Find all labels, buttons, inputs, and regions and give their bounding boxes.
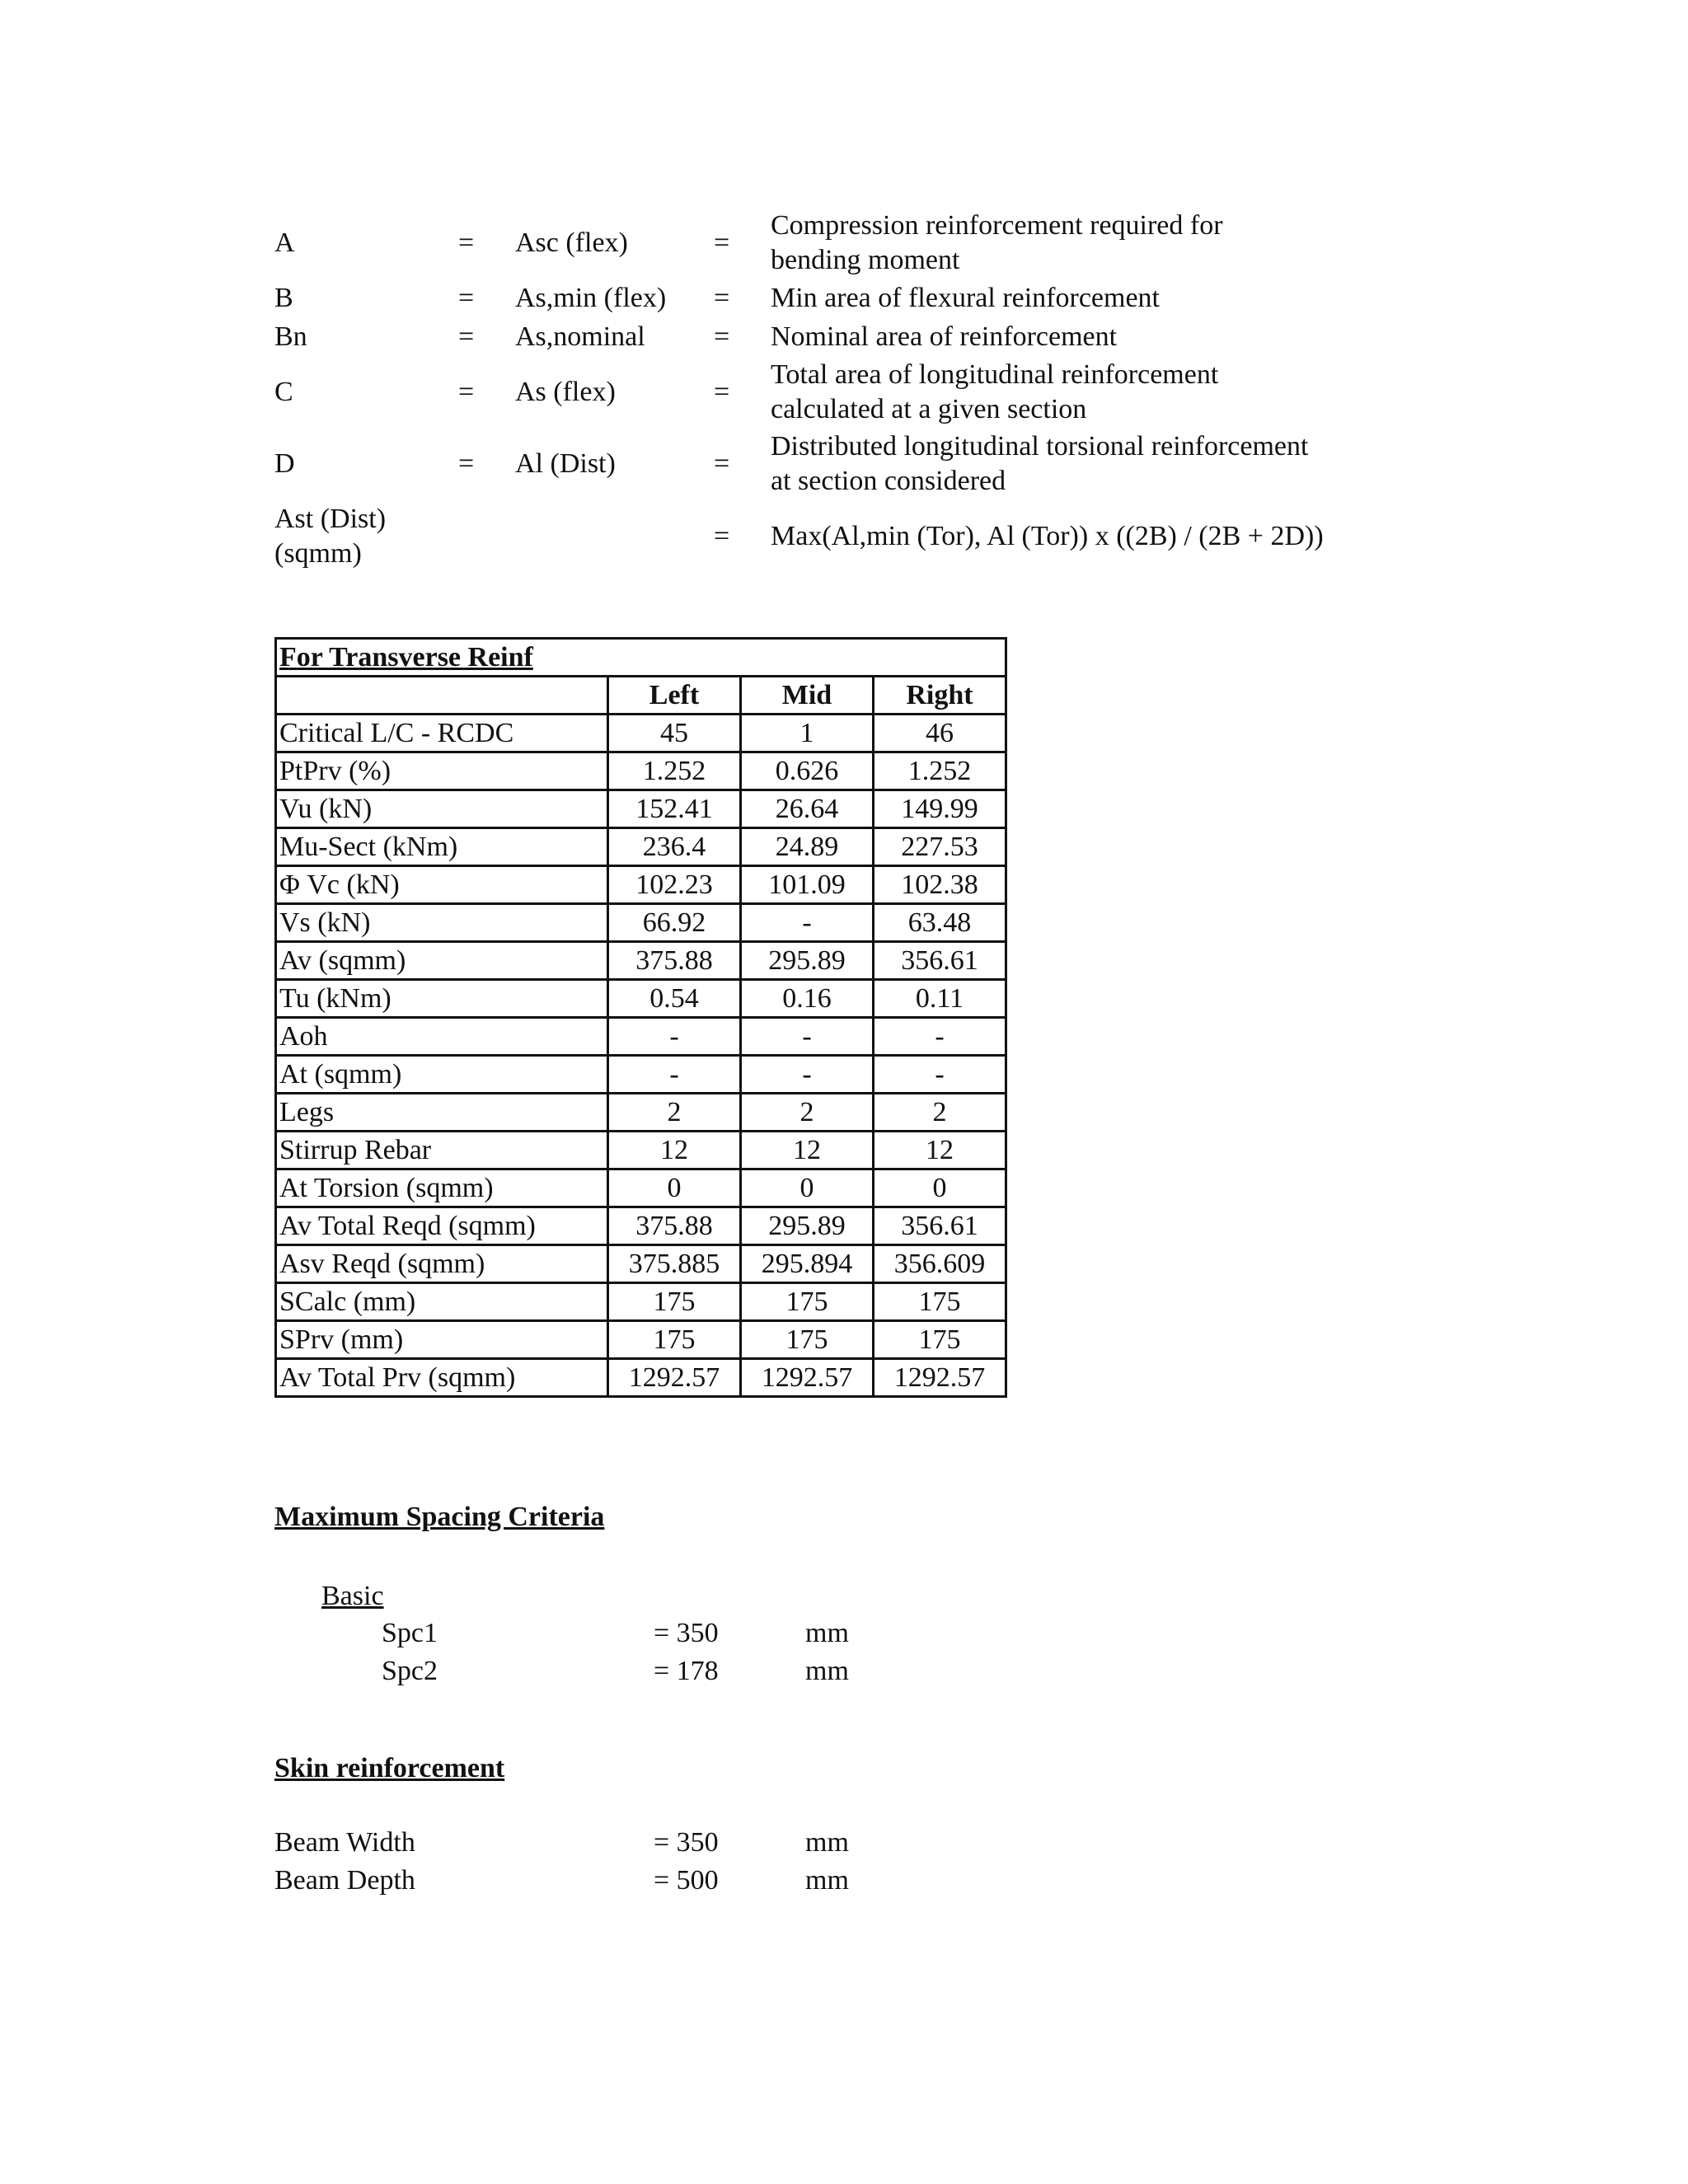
value-mid: 2 [741,1094,874,1132]
row-label: Av Total Reqd (sqmm) [276,1207,608,1245]
value-right: 63.48 [874,904,1006,942]
value-right: - [874,1018,1006,1056]
row-label: Φ Vc (kN) [276,866,608,904]
transverse-reinf-table [274,637,1007,1398]
max-spacing-heading: Maximum Spacing Criteria [274,1502,605,1532]
table-row [276,904,1006,942]
def-term: Al (Dist) [515,448,616,479]
def-symbol: Ast (Dist) [274,504,387,534]
def-equals: = [714,521,730,551]
row-label: SPrv (mm) [276,1321,608,1359]
basic-subheading: Basic [321,1581,384,1611]
table-row [276,1056,1006,1094]
def-description: Distributed longitudinal torsional reinforcement [771,431,1309,462]
def-description: Max(Al,min (Tor), Al (Tor)) x ((2B) / (2B + 2D)) [771,521,1324,551]
value-mid: 26.64 [741,790,874,828]
def-equals: = [714,377,730,407]
table-row [276,1169,1006,1207]
def-term: As,nominal [515,321,645,352]
table-row [276,752,1006,790]
value-right: 1292.57 [874,1359,1006,1397]
def-equals: = [714,448,730,479]
value-right: 0.11 [874,980,1006,1018]
value-right: 356.61 [874,1207,1006,1245]
value-right: 356.609 [874,1245,1006,1283]
def-symbol: B [274,283,293,313]
value-mid: 0.16 [741,980,874,1018]
row-label: Stirrup Rebar [276,1132,608,1169]
value-mid: 295.894 [741,1245,874,1283]
def-equals: = [714,227,730,258]
value-mid: - [741,1018,874,1056]
value-right: 0 [874,1169,1006,1207]
row-label: PtPrv (%) [276,752,608,790]
value-right: 175 [874,1283,1006,1321]
value-right: 175 [874,1321,1006,1359]
table-row [276,1094,1006,1132]
table-row [276,790,1006,828]
def-term: Asc (flex) [515,227,628,258]
value-right: 12 [874,1132,1006,1169]
table-row [276,1132,1006,1169]
value-left: 66.92 [608,904,741,942]
value-left: - [608,1018,741,1056]
value-mid: - [741,904,874,942]
def-equals: = [458,321,475,352]
header-blank-cell [276,677,608,715]
value-left: - [608,1056,741,1094]
row-label: At (sqmm) [276,1056,608,1094]
table-row [276,1245,1006,1283]
value-mid: 1 [741,715,874,752]
beam-depth-value: = 500 [654,1865,719,1896]
skin-reinf-heading: Skin reinforcement [274,1753,505,1783]
table-row [276,866,1006,904]
table-title: For Transverse Reinf [276,639,1006,677]
def-equals: = [458,227,475,258]
value-mid: 295.89 [741,942,874,980]
def-equals: = [714,283,730,313]
row-label: At Torsion (sqmm) [276,1169,608,1207]
def-term: As,min (flex) [515,283,667,313]
value-left: 175 [608,1321,741,1359]
row-label: Critical L/C - RCDC [276,715,608,752]
value-left: 12 [608,1132,741,1169]
spc1-label: Spc1 [382,1618,438,1648]
def-description: Total area of longitudinal reinforcement [771,359,1219,390]
value-mid: 0.626 [741,752,874,790]
def-symbol: D [274,448,295,479]
table-row [276,828,1006,866]
value-left: 175 [608,1283,741,1321]
value-left: 102.23 [608,866,741,904]
value-left: 152.41 [608,790,741,828]
def-equals: = [458,448,475,479]
def-description: at section considered [771,466,1006,496]
value-mid: 175 [741,1283,874,1321]
value-right: 46 [874,715,1006,752]
value-mid: 12 [741,1132,874,1169]
row-label: Av (sqmm) [276,942,608,980]
row-label: Aoh [276,1018,608,1056]
value-mid: - [741,1056,874,1094]
value-left: 45 [608,715,741,752]
value-mid: 175 [741,1321,874,1359]
value-mid: 101.09 [741,866,874,904]
table-row [276,1018,1006,1056]
row-label: Av Total Prv (sqmm) [276,1359,608,1397]
def-description: calculated at a given section [771,394,1087,424]
value-left: 0.54 [608,980,741,1018]
table-row [276,1207,1006,1245]
value-left: 375.88 [608,942,741,980]
def-equals: = [714,321,730,352]
table-row [276,980,1006,1018]
spc2-unit: mm [805,1656,849,1686]
spc1-value: = 350 [654,1618,719,1648]
table-row [276,1359,1006,1397]
value-mid: 295.89 [741,1207,874,1245]
def-symbol: A [274,227,295,258]
beam-width-label: Beam Width [274,1827,415,1858]
row-label: Mu-Sect (kNm) [276,828,608,866]
row-label: SCalc (mm) [276,1283,608,1321]
value-left: 1.252 [608,752,741,790]
row-label: Tu (kNm) [276,980,608,1018]
value-mid: 0 [741,1169,874,1207]
beam-depth-unit: mm [805,1865,849,1896]
row-label: Legs [276,1094,608,1132]
value-right: 1.252 [874,752,1006,790]
value-right: 149.99 [874,790,1006,828]
beam-width-value: = 350 [654,1827,719,1858]
value-left: 375.88 [608,1207,741,1245]
spc1-unit: mm [805,1618,849,1648]
value-right: - [874,1056,1006,1094]
spc2-value: = 178 [654,1656,719,1686]
value-right: 2 [874,1094,1006,1132]
table-header-row [276,677,1006,715]
table-row [276,1283,1006,1321]
value-mid: 1292.57 [741,1359,874,1397]
table-row [276,942,1006,980]
row-label: Vs (kN) [276,904,608,942]
beam-depth-label: Beam Depth [274,1865,415,1896]
table-title-row [276,639,1006,677]
def-description: bending moment [771,245,960,275]
column-header-left: Left [608,677,741,715]
column-header-right: Right [874,677,1006,715]
value-right: 356.61 [874,942,1006,980]
def-term: As (flex) [515,377,616,407]
row-label: Asv Reqd (sqmm) [276,1245,608,1283]
def-description: Compression reinforcement required for [771,210,1223,241]
def-equals: = [458,283,475,313]
value-right: 102.38 [874,866,1006,904]
transverse-table-body [276,639,1006,1397]
value-left: 2 [608,1094,741,1132]
table-row [276,1321,1006,1359]
table-row [276,715,1006,752]
value-left: 236.4 [608,828,741,866]
column-header-mid: Mid [741,677,874,715]
def-equals: = [458,377,475,407]
value-left: 0 [608,1169,741,1207]
def-description: Min area of flexural reinforcement [771,283,1160,313]
value-mid: 24.89 [741,828,874,866]
spc2-label: Spc2 [382,1656,438,1686]
row-label: Vu (kN) [276,790,608,828]
def-symbol: Bn [274,321,307,352]
value-left: 1292.57 [608,1359,741,1397]
def-description: Nominal area of reinforcement [771,321,1118,352]
beam-width-unit: mm [805,1827,849,1858]
def-symbol: C [274,377,293,407]
def-symbol-unit: (sqmm) [274,538,362,569]
value-left: 375.885 [608,1245,741,1283]
value-right: 227.53 [874,828,1006,866]
